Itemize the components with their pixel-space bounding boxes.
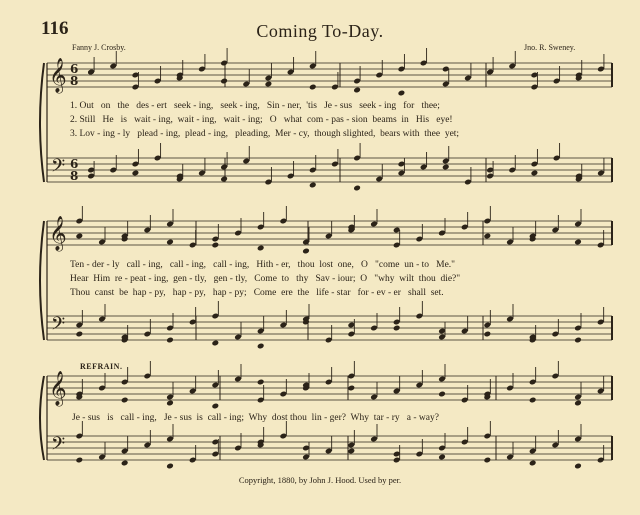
- system1-verse1: 1. Out on the des - ert seek - ing, seek - ing, Sin - ner, 'tis Je - sus seek - ing for thee;: [70, 101, 440, 111]
- sys2-bass-note: [166, 337, 174, 344]
- sys2-bass-note: [257, 343, 265, 350]
- sys3-bass-note: [574, 463, 582, 470]
- sys1-time-signature: 6: [70, 157, 79, 171]
- sys2-bass-note: [212, 340, 220, 347]
- refrain-lyrics: Je - sus is call - ing, Je - sus is call - ing; Why dost thou lin - ger? Why tar - ry a - way?: [72, 413, 439, 423]
- system2-verse3: Thou canst be hap - py, hap - py, hap - py; Come ere the life - star for - ev - er shall set.: [70, 288, 444, 298]
- copyright-notice: Copyright, 1880, by John J. Hood. Used by per.: [238, 475, 402, 485]
- sys3-bass-clef-icon: 𝄢: [51, 434, 66, 459]
- sys3-bass-note: [166, 463, 174, 470]
- sys3-bass-note: [76, 457, 84, 464]
- sys1-treble-clef-icon: 𝄞: [49, 58, 67, 93]
- system1-verse3: 3. Lov - ing - ly plead - ing, plead - ing, pleading, Mer - cy, though slighted, bears with thee yet;: [70, 129, 460, 139]
- sys3-bass-note: [348, 448, 356, 455]
- sys1-treble-note: [398, 90, 406, 97]
- sys2-bass-note: [574, 337, 582, 344]
- sys2-bass-clef-icon: 𝄢: [51, 314, 66, 339]
- sys2-bass-note: [393, 325, 401, 332]
- system2-verse1: Ten - der - ly call - ing, call - ing, call - ing, Hith - er, thou lost one, O "come un - to Me.": [70, 260, 456, 270]
- sys2-treble-note: [257, 245, 265, 252]
- sys2-treble-note: [76, 233, 84, 240]
- refrain-label: REFRAIN.: [80, 362, 123, 371]
- sys3-treble-note: [212, 403, 220, 410]
- system1-verse2: 2. Still He is wait - ing, wait - ing, wait - ing; O what com - pas - sion beams in His eye!: [70, 115, 453, 125]
- sys1-treble-note: [265, 81, 273, 88]
- sys2-treble-note: [484, 233, 492, 240]
- sys1-bass-note: [132, 170, 140, 177]
- sys1-time-signature: 8: [70, 169, 79, 183]
- sys1-treble-note: [309, 84, 317, 91]
- sys3-treble-note: [574, 400, 582, 407]
- sys1-treble-note: [220, 78, 228, 85]
- composer-credit: Jno. R. Sweney.: [524, 43, 576, 52]
- sys3-bass-note: [484, 457, 492, 464]
- sys1-bass-note: [353, 185, 361, 192]
- sys3-bass-note: [529, 460, 537, 467]
- sys2-treble-clef-icon: 𝄞: [49, 216, 67, 251]
- sys2-treble-note: [302, 248, 310, 255]
- sys3-treble-note: [166, 400, 174, 407]
- sys1-bass-note: [442, 164, 450, 171]
- sys3-treble-note: [257, 379, 265, 386]
- sys1-bass-clef-icon: 𝄢: [51, 156, 66, 181]
- sys2-treble-note: [212, 242, 220, 249]
- sys2-treble-note: [166, 239, 174, 246]
- sys1-time-signature: 6: [70, 62, 79, 76]
- page-number: 116: [41, 18, 69, 39]
- sys1-time-signature: 8: [70, 74, 79, 88]
- sys3-bass-note: [438, 454, 446, 461]
- sys3-bass-note: [121, 460, 129, 467]
- sys3-treble-clef-icon: 𝄞: [49, 371, 67, 406]
- sys2-brace: [40, 221, 44, 340]
- sys3-treble-note: [348, 385, 356, 392]
- lyricist-credit: Fanny J. Crosby.: [72, 43, 126, 52]
- sys2-bass-note: [484, 331, 492, 338]
- sys1-brace: [40, 63, 44, 182]
- sys3-brace: [40, 376, 44, 460]
- sys2-bass-note: [76, 331, 84, 338]
- sys3-treble-note: [438, 391, 446, 398]
- sys3-treble-note: [529, 397, 537, 404]
- sys1-bass-note: [309, 182, 317, 189]
- sys1-treble-note: [353, 87, 361, 94]
- hymn-title: Coming To-Day.: [256, 21, 384, 41]
- sys1-bass-note: [220, 176, 228, 183]
- system2-verse2: Hear Him re - peat - ing, gen - tly, gen - tly, Come to thy Sav - iour; O "why wilt thou die?": [70, 274, 461, 284]
- sys3-treble-note: [121, 397, 129, 404]
- sys1-bass-note: [531, 170, 539, 177]
- sys2-treble-note: [574, 239, 582, 246]
